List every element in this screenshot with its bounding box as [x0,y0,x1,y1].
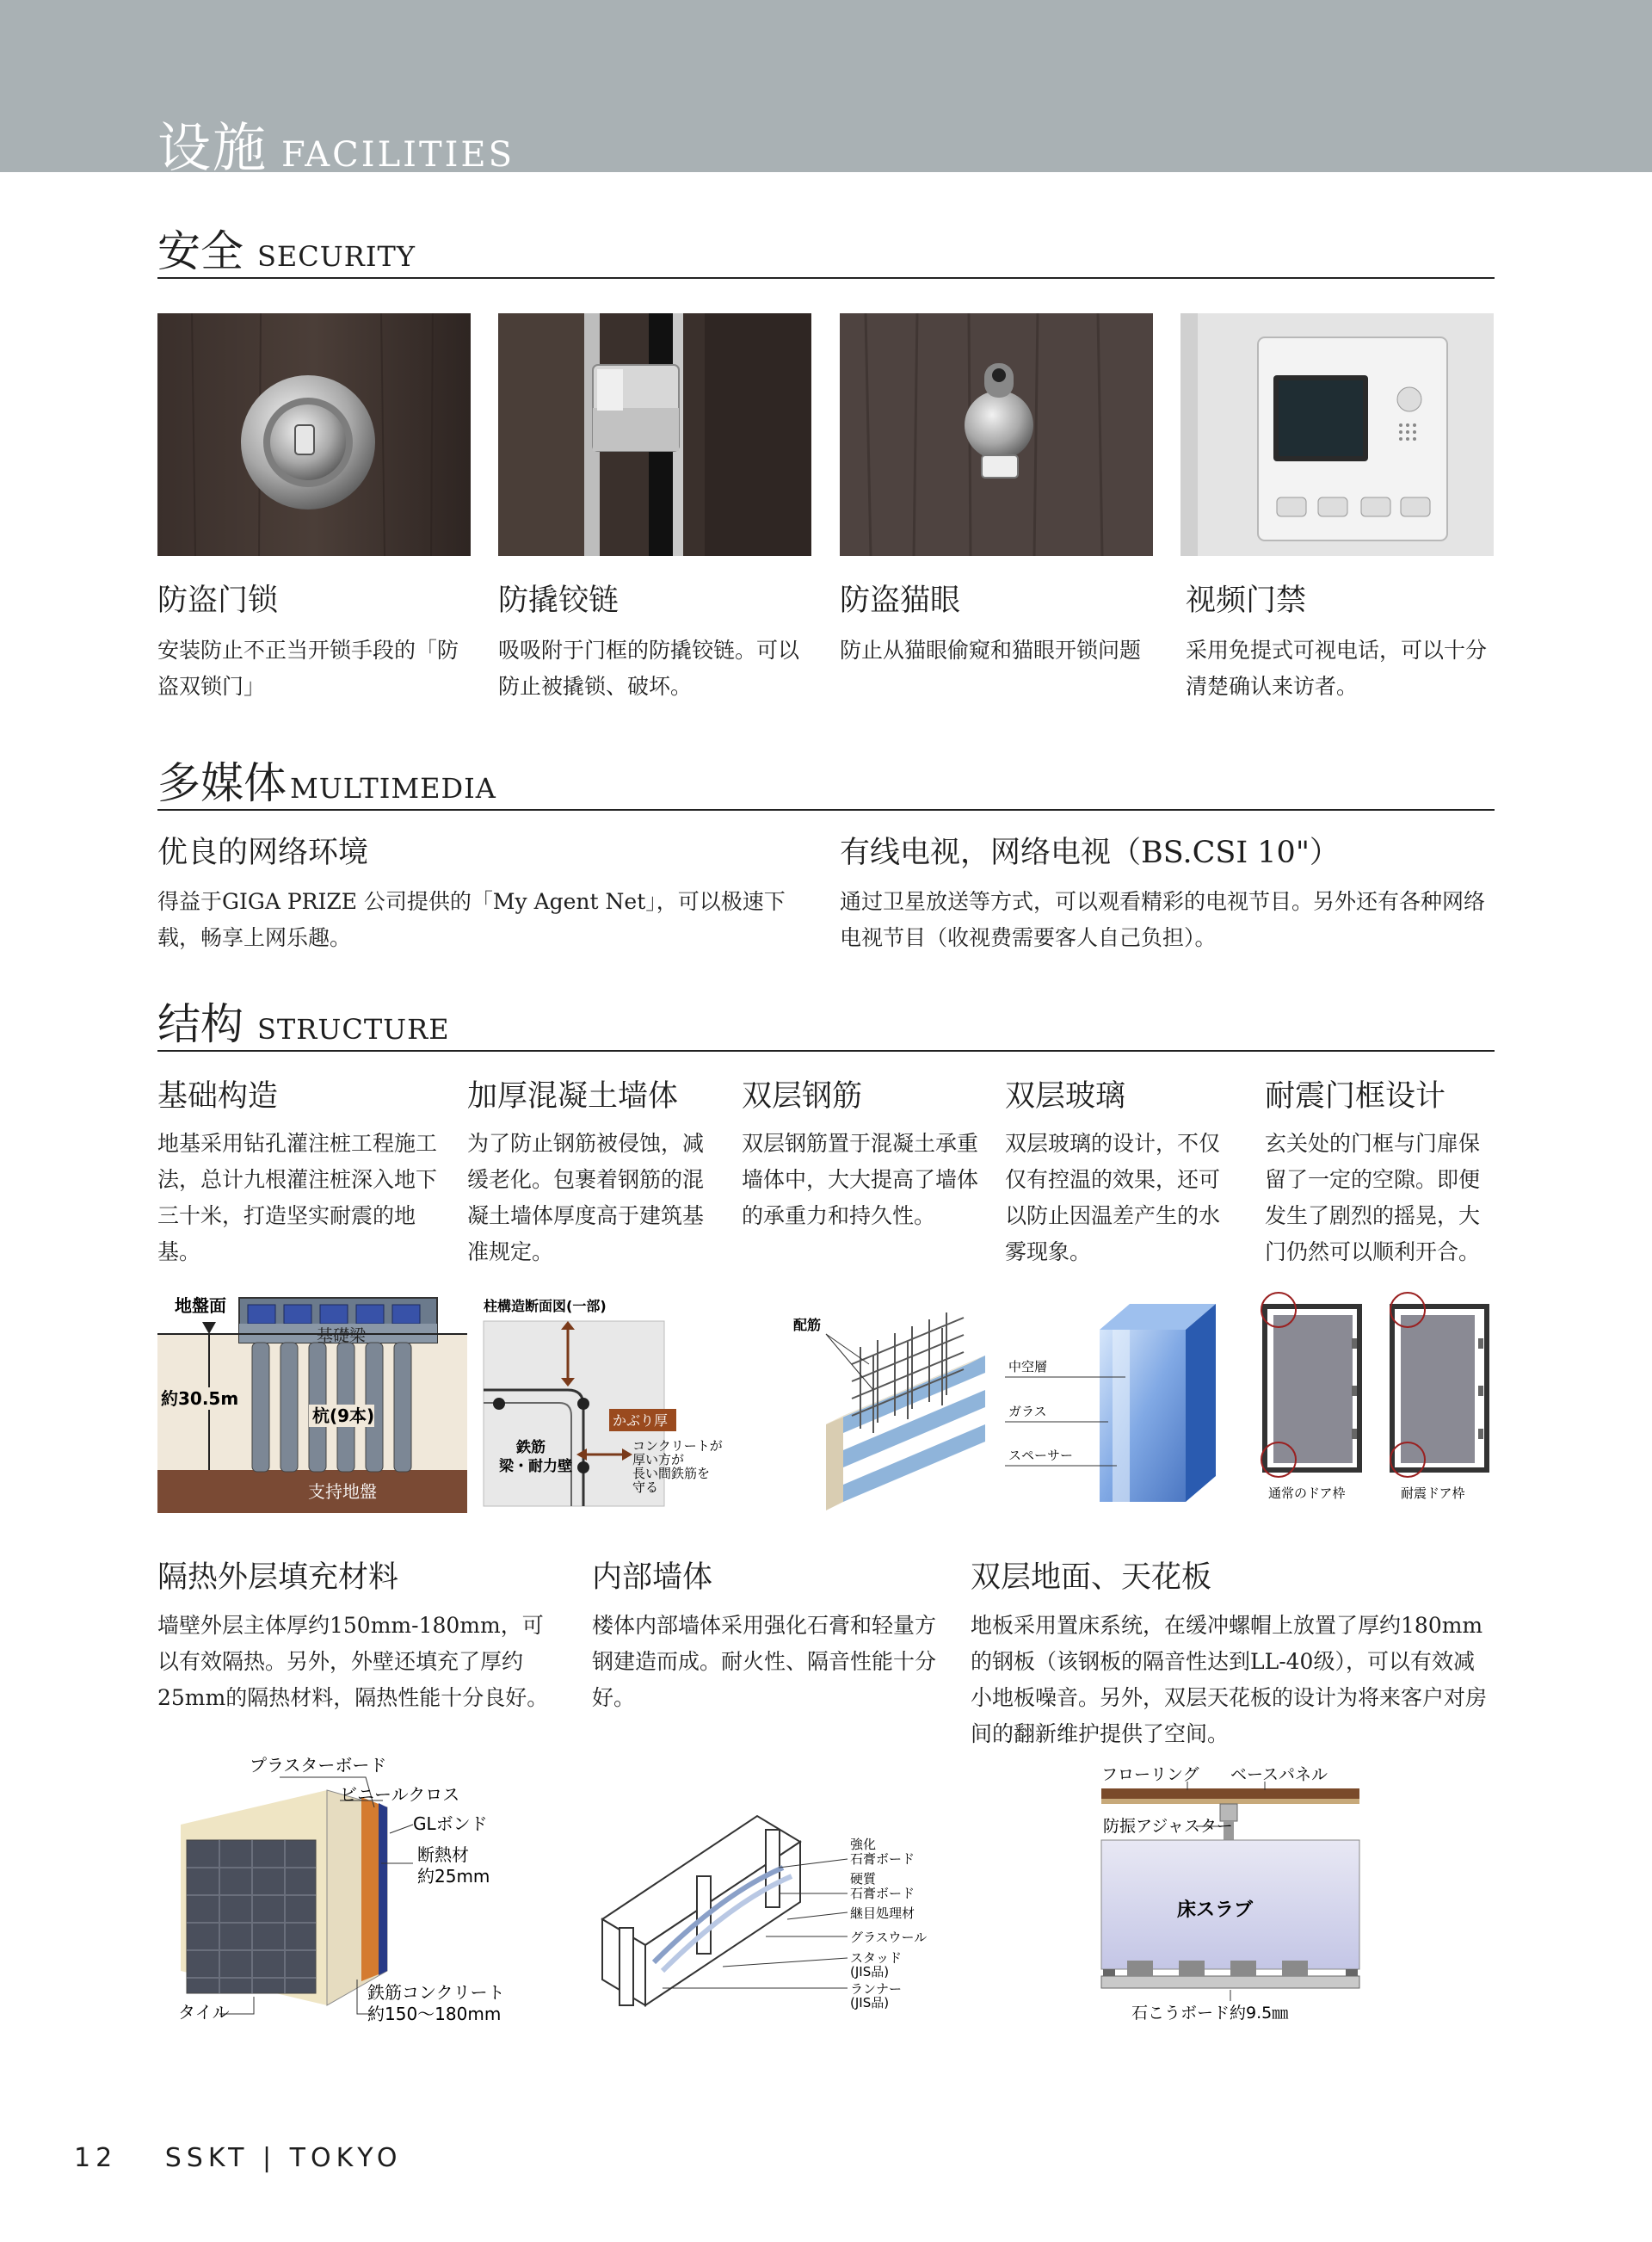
peephole-photo [840,313,1153,556]
page-footer [74,2143,403,2173]
title-zh: 设施 [157,116,268,179]
structure-item-title: 双层钢筋 [742,1079,863,1114]
concrete-label: 厚い方が [632,1452,685,1467]
hinge-photo [498,313,811,556]
concrete-label: 柱構造断面図(一部) [484,1298,607,1314]
security-heading-zh: 安全 [157,226,243,276]
multimedia-heading-en: MULTIMEDIA [290,772,496,805]
floor-label: フローリング [1101,1765,1199,1784]
foundation-label: 基礎梁 [317,1326,367,1345]
security-item-title: 视频门禁 [1186,584,1307,618]
interior-wall-label: (JIS品) [850,1995,890,2010]
floor-label: 防振アジャスター [1103,1817,1233,1836]
structure-heading-en: STRUCTURE [257,1013,450,1046]
multimedia-item-desc: 得益于GIGA PRIZE 公司提供的「My Agent Net」，可以极速下载，畅享上网乐趣。 [157,889,786,950]
foundation-label: 約30.5m [161,1388,239,1409]
door-lock-photo [157,313,471,556]
concrete-label: コンクリートが [632,1438,723,1454]
concrete-diagram [482,1295,723,1510]
interior-wall-label: 強化 [850,1837,877,1852]
rebar-label: 配筋 [793,1317,822,1333]
structure-item-title: 耐震门框设计 [1265,1079,1446,1114]
structure-item-desc: 地基采用钻孔灌注桩工程施工法，总计九根灌注桩深入地下三十米，打造坚实耐震的地基。 [157,1131,438,1264]
security-item-title: 防盗猫眼 [840,584,961,618]
glass-label: スペーサー [1008,1448,1074,1463]
floor-label: ベースパネル [1230,1765,1328,1784]
concrete-label: 鉄筋 [516,1439,546,1456]
interior-wall-label: 継目処理材 [850,1905,915,1921]
video-intercom-photo [1180,313,1494,556]
rebar-diagram [792,1295,989,1510]
door-frame-label: 耐震ドア枠 [1401,1485,1465,1501]
security-item-desc: 防止从猫眼偷窥和猫眼开锁问题 [840,638,1142,663]
structure-item-desc: 地板采用置床系统，在缓冲螺帽上放置了厚约180mm的钢板（该钢板的隔音性达到LL-40级），可以有效减小地板噪音。另外，双层天花板的设计为将来客户对房间的翻新维护提供了空间。 [971,1613,1488,1746]
structure-item-desc: 墙壁外层主体厚约150mm-180mm，可以有效隔热。另外，外壁还填充了厚约25mm的隔热材料，隔热性能十分良好。 [157,1613,549,1710]
footer-brand: SSKT | TOKYO [164,2143,403,2173]
structure-item-title: 双层玻璃 [1005,1079,1126,1114]
multimedia-item-title: 有线电视，网络电视（BS.CSI 10"） [840,836,1340,870]
insulation-diagram [168,1756,546,2031]
multimedia-item-desc: 通过卫星放送等方式，可以观看精彩的电视节目。另外还有各种网络电视节目（收视费需要客人自己负担）。 [840,889,1486,950]
floor-label: 石こうボード約9.5㎜ [1131,2004,1289,2023]
interior-wall-label: ランナー [850,1981,903,1997]
insulation-label: 鉄筋コンクリート [367,1982,505,2003]
interior-wall-diagram [594,1782,938,2031]
concrete-label: 守る [632,1479,659,1495]
structure-heading-zh: 结构 [157,999,243,1049]
structure-item-desc: 双层钢筋置于混凝土承重墙体中，大大提高了墙体的承重力和持久性。 [742,1131,979,1228]
glass-label: 中空層 [1008,1359,1048,1374]
interior-wall-label: 石膏ボード [850,1851,915,1867]
insulation-label: GLボンド [413,1813,488,1834]
multimedia-item-title: 优良的网络环境 [157,836,369,870]
structure-item-title: 双层地面、天花板 [971,1560,1212,1595]
security-heading-en: SECURITY [257,240,416,273]
title-en: FACILITIES [281,135,515,175]
insulation-label: 約150～180mm [367,2004,502,2024]
concrete-label: かぶり厚 [613,1412,669,1429]
header-banner [0,0,1652,179]
glass-label: ガラス [1008,1404,1047,1419]
structure-heading [157,990,1495,1052]
security-item-title: 防撬铰链 [498,584,620,618]
multimedia-heading-zh: 多媒体 [157,758,287,808]
insulation-label: 約25mm [417,1866,490,1887]
insulation-label: ビニールクロス [340,1784,460,1805]
door-frame-diagram [1256,1291,1497,1506]
foundation-diagram [157,1291,467,1513]
floor-diagram [1093,1764,1368,2031]
structure-item-title: 内部墙体 [592,1560,713,1595]
structure-item-desc: 楼体内部墙体采用强化石膏和轻量方钢建造而成。耐火性、隔音性能十分好。 [592,1613,937,1710]
structure-item-title: 基础构造 [157,1079,279,1114]
interior-wall-label: 硬質 [850,1871,877,1887]
insulation-label: プラスターボード [250,1755,387,1776]
foundation-label: 杭(9本) [312,1405,375,1426]
door-frame-label: 通常のドア枠 [1268,1485,1346,1501]
interior-wall-label: (JIS品) [850,1964,890,1980]
structure-item-title: 加厚混凝土墙体 [467,1079,679,1114]
foundation-label: 地盤面 [175,1295,226,1316]
structure-item-desc: 玄关处的门框与门扉保留了一定的空隙。即便发生了剧烈的摇晃，大门仍然可以顺利开合。 [1265,1131,1481,1264]
page-title [157,105,515,182]
interior-wall-label: 石膏ボード [850,1886,915,1901]
security-item-desc: 吸吸附于门框的防撬铰链。可以防止被撬锁、破坏。 [498,638,800,699]
insulation-label: 断熱材 [417,1844,469,1865]
security-heading [157,217,1495,279]
concrete-label: 梁・耐力壁 [499,1458,572,1475]
interior-wall-label: スタッド [850,1950,903,1966]
structure-item-title: 隔热外层填充材料 [157,1560,399,1595]
interior-wall-label: グラスウール [850,1930,928,1945]
insulation-label: タイル [178,2002,230,2023]
security-item-desc: 安装防止不正当开锁手段的「防盗双锁门」 [157,638,459,699]
multimedia-heading [157,749,1495,811]
structure-item-desc: 为了防止钢筋被侵蚀，减缓老化。包裹着钢筋的混凝土墙体厚度高于建筑基准规定。 [467,1131,705,1264]
concrete-label: 長い間鉄筋を [632,1466,711,1481]
structure-item-desc: 双层玻璃的设计，不仅仅有控温的效果，还可以防止因温差产生的水雾现象。 [1005,1131,1221,1264]
glass-diagram [1005,1295,1220,1510]
security-item-desc: 采用免提式可视电话，可以十分清楚确认来访者。 [1186,638,1488,699]
foundation-label: 支持地盤 [308,1481,377,1502]
security-item-title: 防盗门锁 [157,584,279,618]
floor-label: 床スラブ [1177,1899,1254,1921]
page-number: 12 [74,2143,118,2173]
